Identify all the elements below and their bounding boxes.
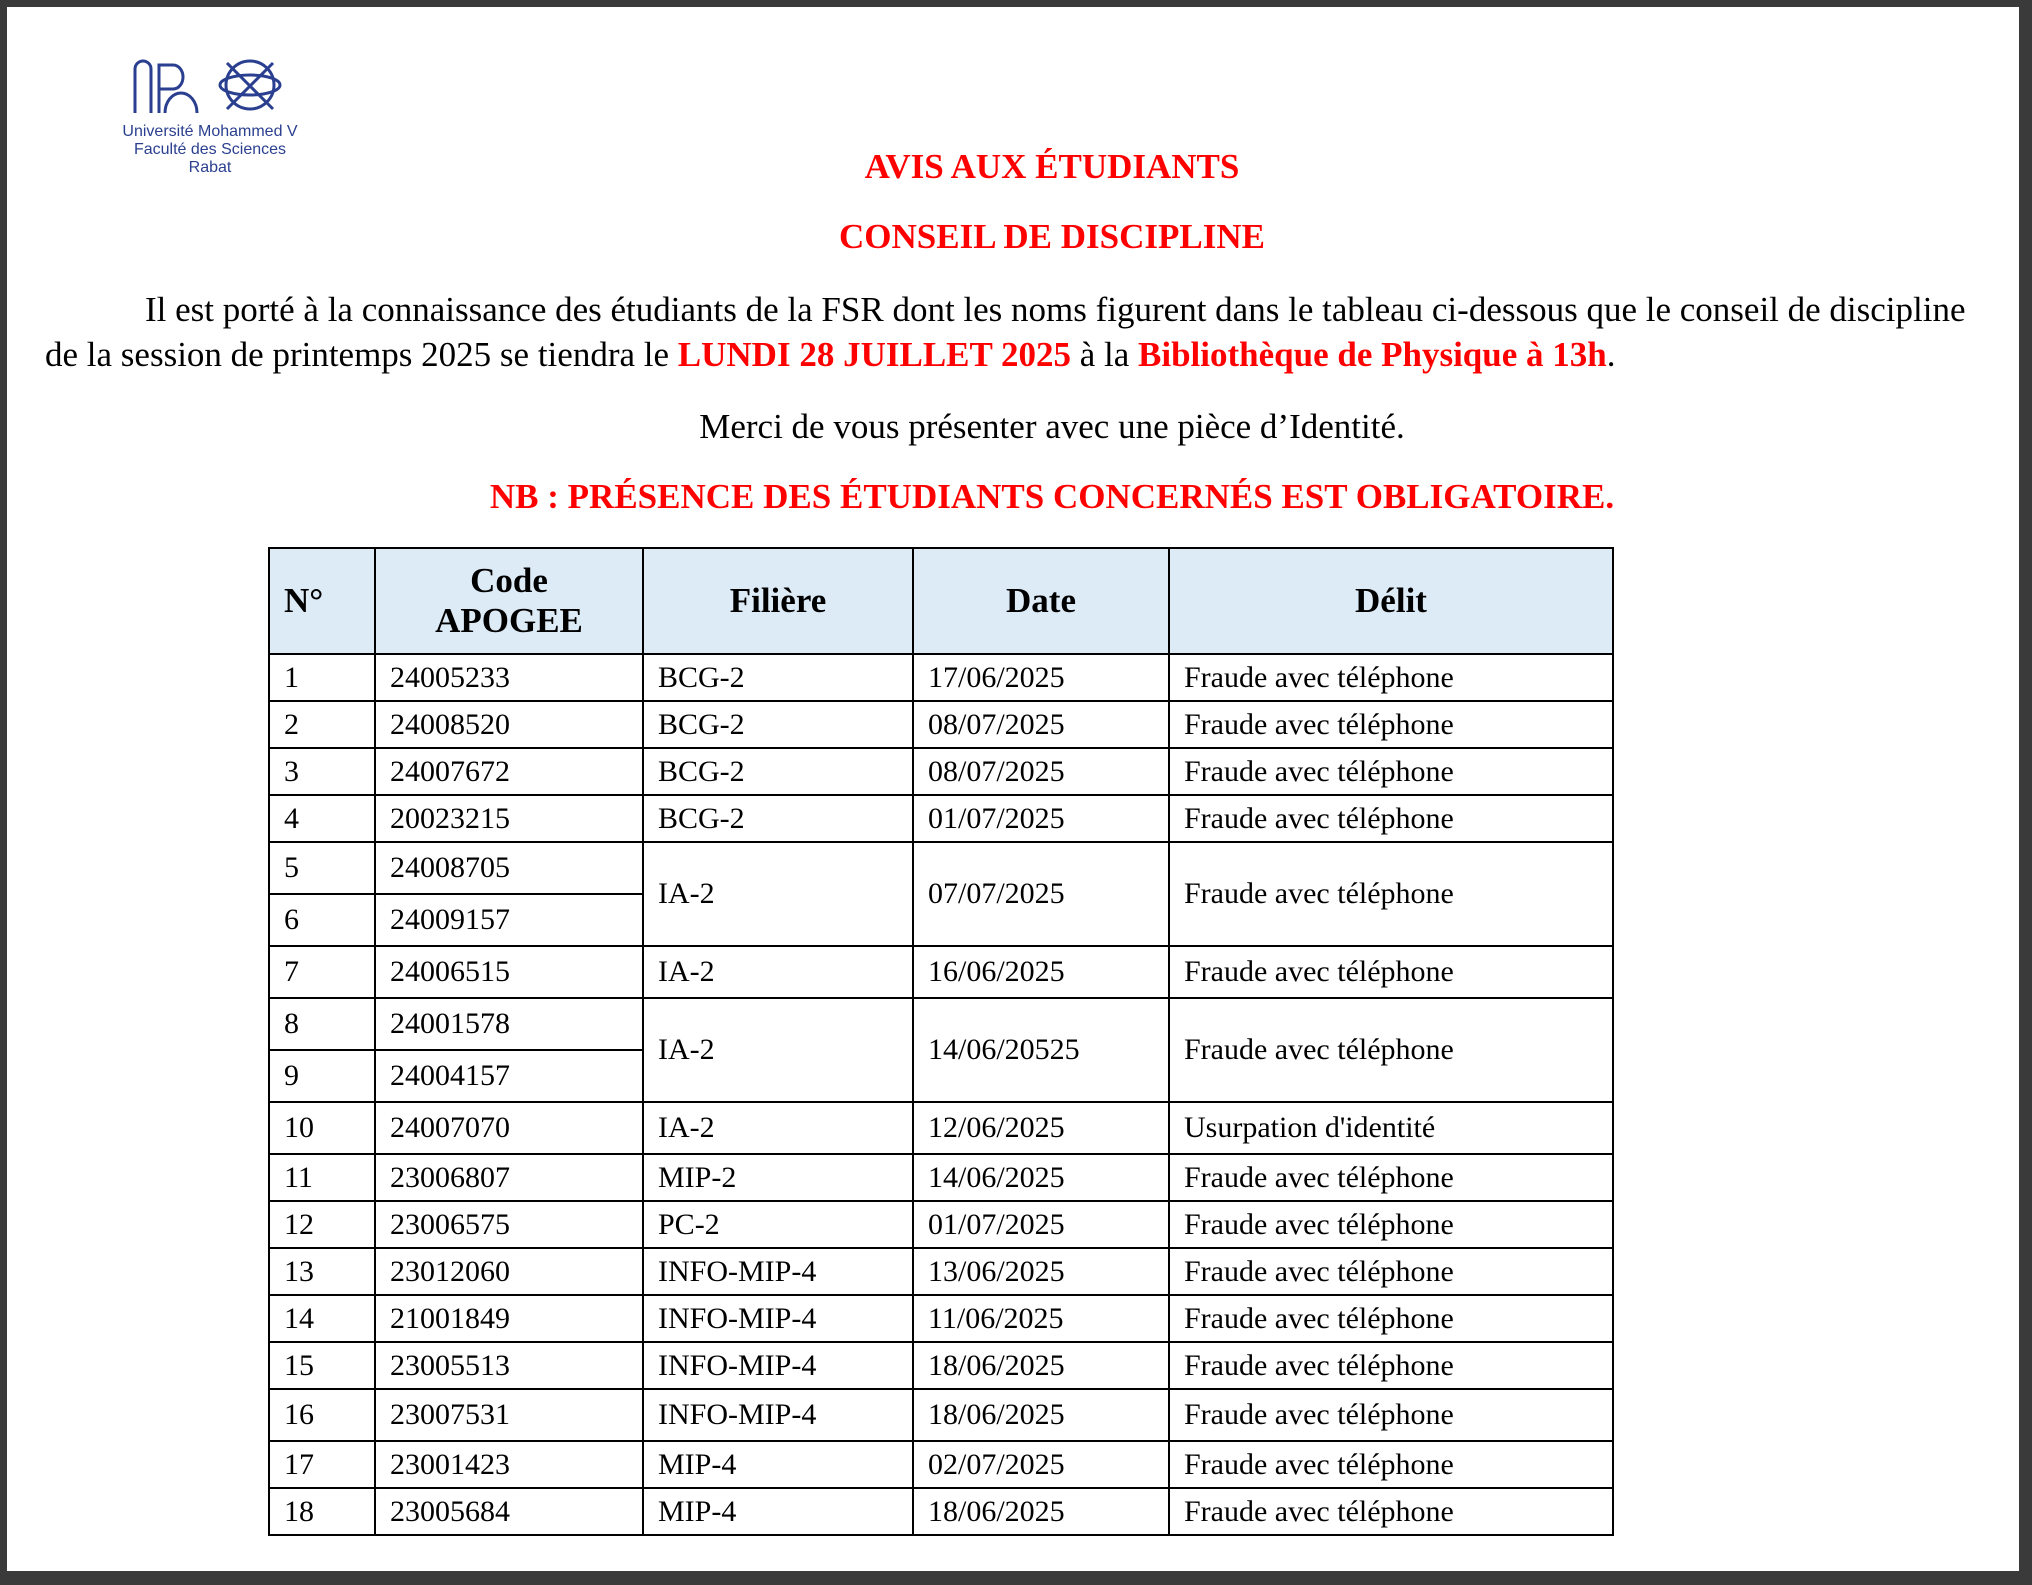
- table-row: [269, 1154, 1613, 1201]
- table-row: [269, 1389, 1613, 1441]
- row-code: 23001423: [375, 1441, 643, 1488]
- row-date: 14/06/2025: [913, 1154, 1169, 1201]
- row-number: 16: [269, 1389, 375, 1441]
- row-number: 10: [269, 1102, 375, 1154]
- row-filiere: IA-2: [643, 998, 913, 1102]
- row-date: 08/07/2025: [913, 748, 1169, 795]
- row-delit: Fraude avec téléphone: [1169, 748, 1613, 795]
- row-number: 11: [269, 1154, 375, 1201]
- row-delit: Fraude avec téléphone: [1169, 1201, 1613, 1248]
- row-code: 23006807: [375, 1154, 643, 1201]
- notice-page: [7, 7, 2019, 1571]
- row-code: 23005513: [375, 1342, 643, 1389]
- intro-paragraph: [45, 287, 2005, 377]
- row-code: 24001578: [375, 998, 643, 1050]
- intro-text-1: Il est porté à la connaissance des étudiants de la FSR dont les noms figurent dans le tableau ci-dessous que le conseil de discipline de la session de printemps 2025 se tiendra le: [45, 290, 1966, 374]
- row-code: 24004157: [375, 1050, 643, 1102]
- row-date: 18/06/2025: [913, 1389, 1169, 1441]
- row-delit: Fraude avec téléphone: [1169, 701, 1613, 748]
- row-number: 1: [269, 654, 375, 701]
- row-date: 08/07/2025: [913, 701, 1169, 748]
- table-row: [269, 1441, 1613, 1488]
- row-code: 23007531: [375, 1389, 643, 1441]
- row-number: 13: [269, 1248, 375, 1295]
- table-row: [269, 998, 1613, 1050]
- row-code: 24009157: [375, 894, 643, 946]
- row-delit: Usurpation d'identité: [1169, 1102, 1613, 1154]
- row-delit: Fraude avec téléphone: [1169, 1295, 1613, 1342]
- notice-subtitle: CONSEIL DE DISCIPLINE: [839, 217, 1265, 256]
- merci-line: Merci de vous présenter avec une pièce d’Identité.: [699, 407, 1405, 446]
- row-number: 9: [269, 1050, 375, 1102]
- row-filiere: PC-2: [643, 1201, 913, 1248]
- row-filiere: IA-2: [643, 842, 913, 946]
- row-number: 7: [269, 946, 375, 998]
- row-number: 17: [269, 1441, 375, 1488]
- row-date: 11/06/2025: [913, 1295, 1169, 1342]
- row-filiere: BCG-2: [643, 654, 913, 701]
- row-code: 24005233: [375, 654, 643, 701]
- row-number: 5: [269, 842, 375, 894]
- row-code: 20023215: [375, 795, 643, 842]
- row-delit: Fraude avec téléphone: [1169, 1248, 1613, 1295]
- row-code: 23006575: [375, 1201, 643, 1248]
- intro-text-3: .: [1606, 335, 1616, 374]
- header-code: [375, 548, 643, 654]
- row-code: 24007672: [375, 748, 643, 795]
- table-row: [269, 842, 1613, 894]
- table-row: [269, 1102, 1613, 1154]
- row-filiere: MIP-4: [643, 1441, 913, 1488]
- row-date: 17/06/2025: [913, 654, 1169, 701]
- table-row: [269, 748, 1613, 795]
- header-filiere: Filière: [643, 548, 913, 654]
- logo-line-1: Université Mohammed V: [122, 123, 298, 140]
- row-delit: Fraude avec téléphone: [1169, 1154, 1613, 1201]
- header-delit: Délit: [1169, 548, 1613, 654]
- table-row: [269, 1201, 1613, 1248]
- row-date: 16/06/2025: [913, 946, 1169, 998]
- header-code-line-2: APOGEE: [435, 601, 583, 640]
- table-row: [269, 701, 1613, 748]
- row-delit: Fraude avec téléphone: [1169, 1342, 1613, 1389]
- row-delit: Fraude avec téléphone: [1169, 795, 1613, 842]
- row-number: 4: [269, 795, 375, 842]
- row-filiere: BCG-2: [643, 701, 913, 748]
- row-code: 24008705: [375, 842, 643, 894]
- table-row: [269, 1342, 1613, 1389]
- row-filiere: INFO-MIP-4: [643, 1389, 913, 1441]
- row-delit: Fraude avec téléphone: [1169, 842, 1613, 946]
- table-header-row: [269, 548, 1613, 654]
- table-row: [269, 1488, 1613, 1535]
- row-code: 23005684: [375, 1488, 643, 1535]
- table-row: [269, 1295, 1613, 1342]
- row-delit: Fraude avec téléphone: [1169, 1389, 1613, 1441]
- row-code: 24007070: [375, 1102, 643, 1154]
- row-date: 18/06/2025: [913, 1342, 1169, 1389]
- row-delit: Fraude avec téléphone: [1169, 654, 1613, 701]
- row-number: 18: [269, 1488, 375, 1535]
- notice-title: AVIS AUX ÉTUDIANTS: [864, 147, 1240, 186]
- row-date: 01/07/2025: [913, 1201, 1169, 1248]
- session-date: LUNDI 28 JUILLET 2025: [677, 335, 1071, 374]
- row-filiere: IA-2: [643, 946, 913, 998]
- row-delit: Fraude avec téléphone: [1169, 1441, 1613, 1488]
- students-table: [268, 547, 1614, 1536]
- row-date: 18/06/2025: [913, 1488, 1169, 1535]
- row-date: 13/06/2025: [913, 1248, 1169, 1295]
- row-date: 01/07/2025: [913, 795, 1169, 842]
- table-row: [269, 946, 1613, 998]
- row-delit: Fraude avec téléphone: [1169, 946, 1613, 998]
- table-row: [269, 654, 1613, 701]
- table-row: [269, 1248, 1613, 1295]
- header-number: N°: [269, 548, 375, 654]
- header-code-line-1: Code: [470, 561, 548, 600]
- row-filiere: BCG-2: [643, 795, 913, 842]
- row-code: 23012060: [375, 1248, 643, 1295]
- intro-text-2: à la: [1070, 335, 1139, 374]
- row-date: 07/07/2025: [913, 842, 1169, 946]
- row-filiere: MIP-2: [643, 1154, 913, 1201]
- row-date: 12/06/2025: [913, 1102, 1169, 1154]
- row-filiere: MIP-4: [643, 1488, 913, 1535]
- row-number: 3: [269, 748, 375, 795]
- row-number: 6: [269, 894, 375, 946]
- row-date: 02/07/2025: [913, 1441, 1169, 1488]
- session-place: Bibliothèque de Physique à 13h: [1138, 335, 1607, 374]
- row-filiere: INFO-MIP-4: [643, 1295, 913, 1342]
- nb-warning: NB : PRÉSENCE DES ÉTUDIANTS CONCERNÉS EST OBLIGATOIRE.: [489, 477, 1615, 516]
- row-number: 8: [269, 998, 375, 1050]
- logo-line-2: Faculté des Sciences: [133, 141, 287, 158]
- logo-line-3: Rabat: [188, 159, 232, 176]
- row-number: 14: [269, 1295, 375, 1342]
- row-code: 24006515: [375, 946, 643, 998]
- row-number: 2: [269, 701, 375, 748]
- row-code: 24008520: [375, 701, 643, 748]
- university-emblem-icon: [75, 55, 345, 121]
- row-number: 15: [269, 1342, 375, 1389]
- row-filiere: IA-2: [643, 1102, 913, 1154]
- row-code: 21001849: [375, 1295, 643, 1342]
- row-filiere: INFO-MIP-4: [643, 1248, 913, 1295]
- row-number: 12: [269, 1201, 375, 1248]
- row-delit: Fraude avec téléphone: [1169, 998, 1613, 1102]
- row-filiere: BCG-2: [643, 748, 913, 795]
- row-date: 14/06/20525: [913, 998, 1169, 1102]
- row-delit: Fraude avec téléphone: [1169, 1488, 1613, 1535]
- row-filiere: INFO-MIP-4: [643, 1342, 913, 1389]
- header-date: Date: [913, 548, 1169, 654]
- table-row: [269, 795, 1613, 842]
